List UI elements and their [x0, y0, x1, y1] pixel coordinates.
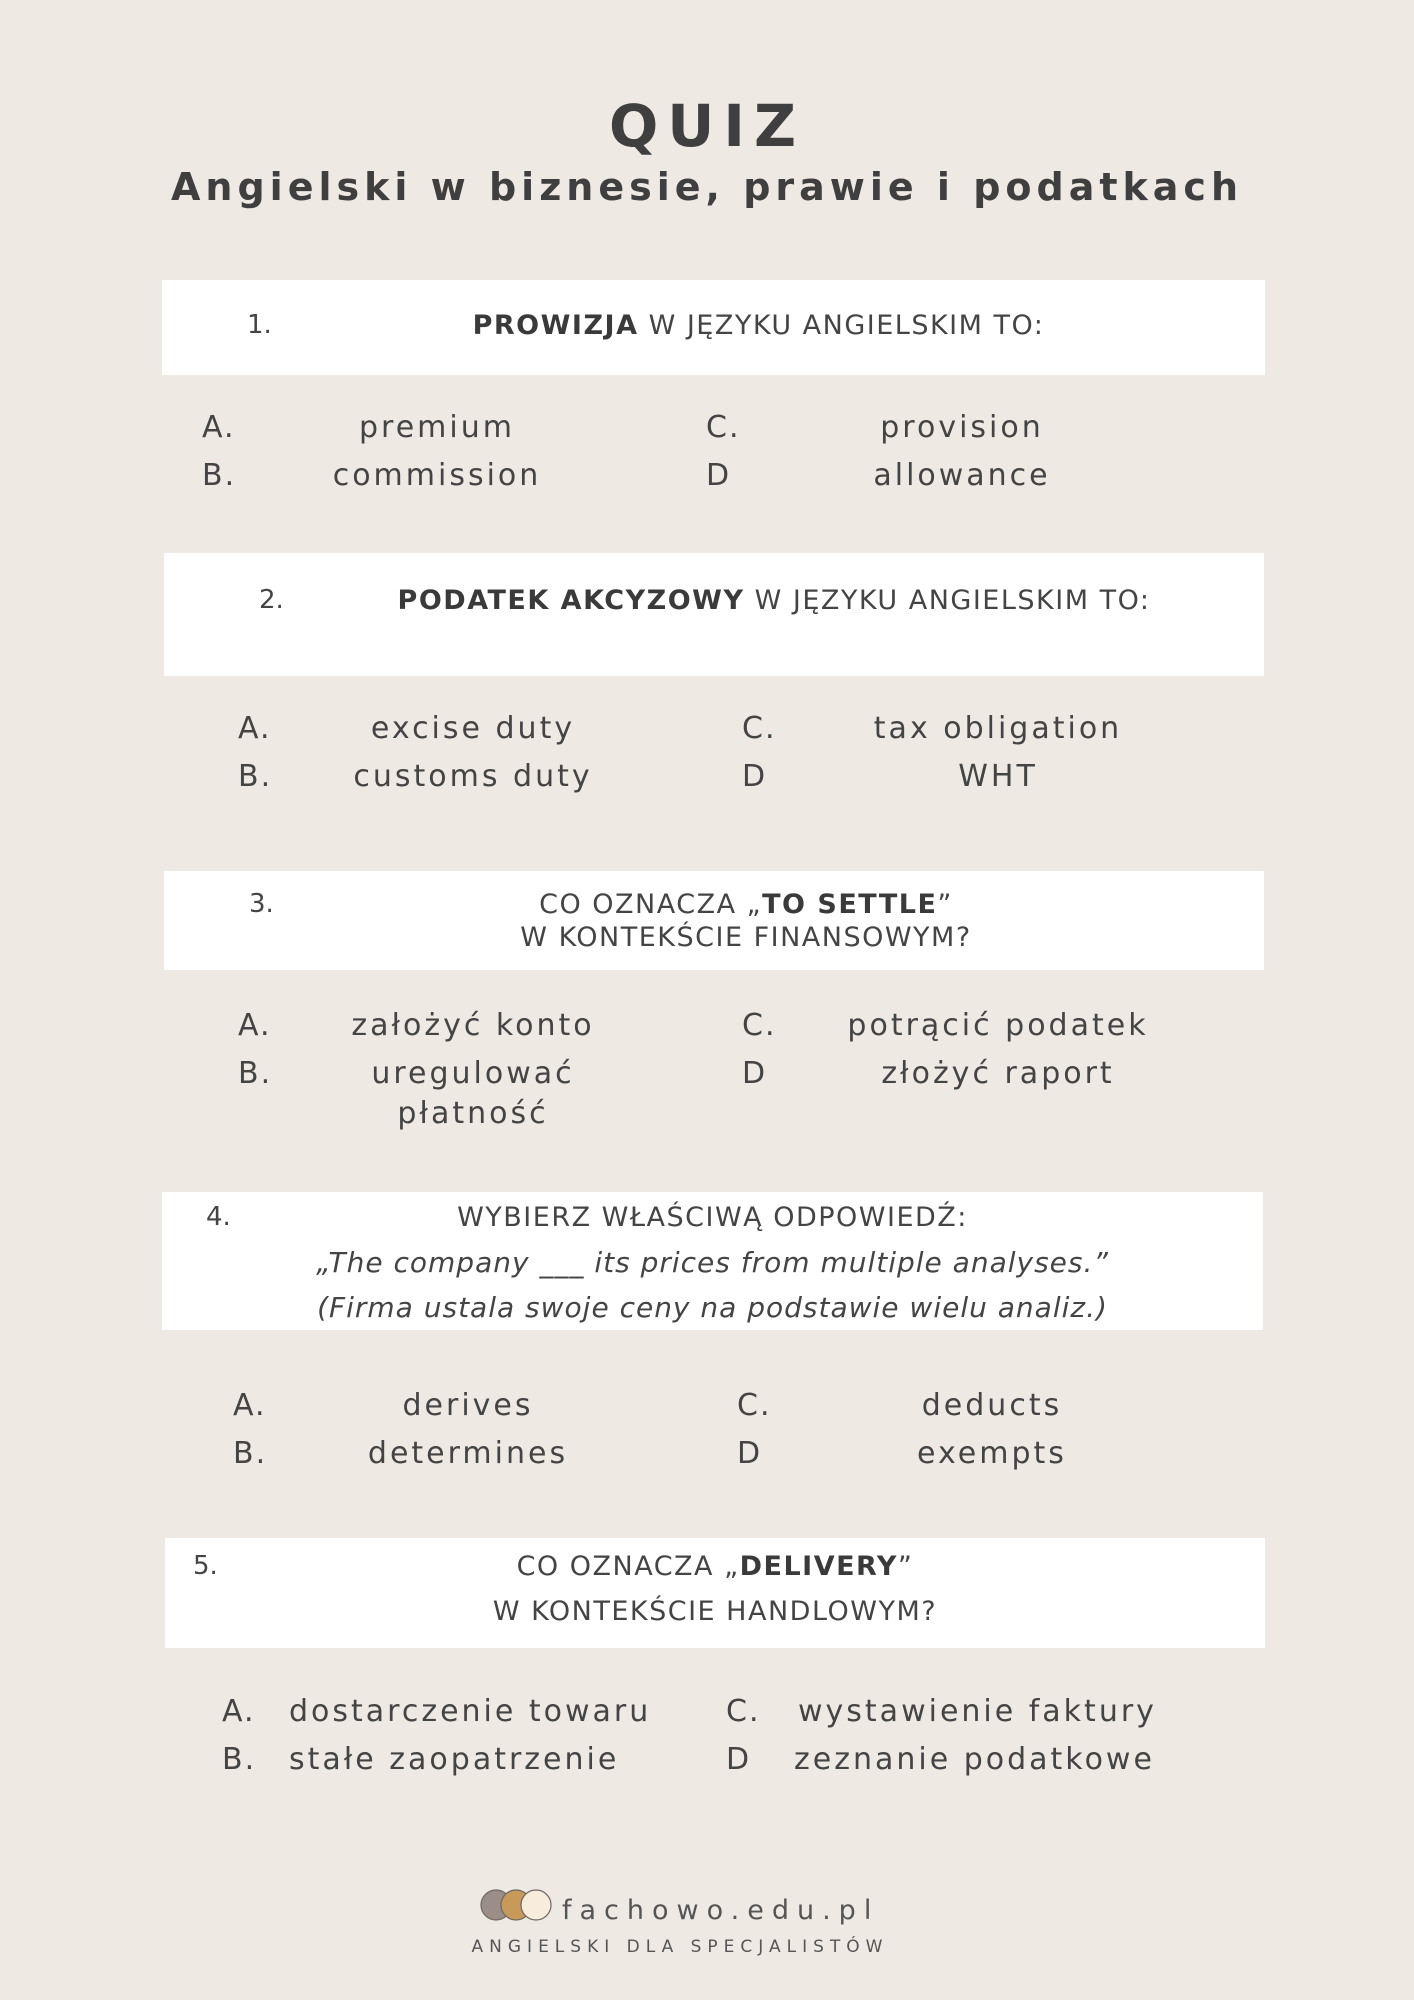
- question-3-box: [164, 871, 1264, 970]
- answer-a-label: A.: [202, 410, 236, 445]
- answer-d-label: D: [726, 1742, 752, 1777]
- answer-b[interactable]: stałe zaopatrzenie: [289, 1742, 620, 1777]
- answer-d-label: D: [706, 458, 732, 493]
- answer-d-label: D: [742, 759, 768, 794]
- answer-b-label: B.: [233, 1436, 268, 1471]
- question-text: PROWIZJA W JĘZYKU ANGIELSKIM TO:: [472, 310, 1045, 341]
- question-number: 5.: [193, 1551, 218, 1581]
- question-text-line-2: W KONTEKŚCIE FINANSOWYM?: [520, 922, 972, 953]
- answer-b-label: B.: [222, 1742, 257, 1777]
- answer-d-label: D: [737, 1436, 763, 1471]
- answer-a-label: A.: [233, 1388, 267, 1423]
- answer-d[interactable]: allowance: [873, 458, 1051, 493]
- fachowo-logo-icon: [478, 1887, 558, 1923]
- answer-a[interactable]: dostarczenie towaru: [289, 1694, 652, 1729]
- answer-a-label: A.: [238, 711, 272, 746]
- question-text: PODATEK AKCYZOWY W JĘZYKU ANGIELSKIM TO:: [397, 585, 1151, 616]
- question-text-line-1: CO OZNACZA „TO SETTLE”: [539, 889, 953, 920]
- answer-b-line-2[interactable]: płatność: [397, 1096, 549, 1131]
- answer-d[interactable]: złożyć raport: [881, 1056, 1115, 1091]
- quiz-subtitle: Angielski w biznesie, prawie i podatkach: [171, 165, 1243, 209]
- question-text-line-2: W KONTEKŚCIE HANDLOWYM?: [492, 1596, 938, 1627]
- answer-d[interactable]: exempts: [917, 1436, 1067, 1471]
- answer-b[interactable]: determines: [367, 1436, 569, 1471]
- answer-b-label: B.: [238, 759, 273, 794]
- answer-c[interactable]: tax obligation: [873, 711, 1123, 746]
- answer-d[interactable]: WHT: [958, 759, 1038, 794]
- answer-b[interactable]: commission: [332, 458, 542, 493]
- question-sentence: „The company ___ its prices from multiple analyses.”: [316, 1246, 1109, 1279]
- answer-a[interactable]: premium: [359, 410, 515, 445]
- answer-c-label: C.: [726, 1694, 761, 1729]
- question-5-box: [165, 1538, 1265, 1648]
- answer-c[interactable]: wystawienie faktury: [798, 1694, 1157, 1729]
- answer-c[interactable]: provision: [880, 410, 1044, 445]
- question-number: 3.: [249, 889, 274, 919]
- answer-b[interactable]: customs duty: [353, 759, 593, 794]
- site-name[interactable]: fachowo.edu.pl: [562, 1895, 880, 1926]
- answer-a[interactable]: założyć konto: [351, 1008, 595, 1043]
- question-translation: (Firma ustala swoje ceny na podstawie wielu analiz.): [317, 1291, 1108, 1324]
- question-1-box: [162, 280, 1265, 375]
- question-number: 4.: [206, 1202, 231, 1232]
- question-number: 1.: [247, 310, 272, 340]
- question-text-line-1: CO OZNACZA „DELIVERY”: [516, 1551, 914, 1582]
- answer-c-label: C.: [742, 711, 777, 746]
- answer-c[interactable]: potrącić podatek: [847, 1008, 1149, 1043]
- answer-b-label: B.: [202, 458, 237, 493]
- answer-a[interactable]: derives: [402, 1388, 534, 1423]
- question-4-box: [162, 1192, 1263, 1330]
- answer-d-label: D: [742, 1056, 768, 1091]
- question-number: 2.: [259, 585, 284, 615]
- question-2-box: [164, 553, 1264, 676]
- answer-c-label: C.: [706, 410, 741, 445]
- answer-c-label: C.: [737, 1388, 772, 1423]
- answer-a[interactable]: excise duty: [370, 711, 576, 746]
- answer-a-label: A.: [238, 1008, 272, 1043]
- answer-b-line-1[interactable]: uregulować: [371, 1056, 575, 1091]
- answer-d[interactable]: zeznanie podatkowe: [794, 1742, 1155, 1777]
- quiz-title: QUIZ: [608, 92, 806, 160]
- answer-b-label: B.: [238, 1056, 273, 1091]
- answer-c-label: C.: [742, 1008, 777, 1043]
- answer-c[interactable]: deducts: [921, 1388, 1063, 1423]
- tagline: ANGIELSKI DLA SPECJALISTÓW: [471, 1937, 889, 1957]
- question-text-line-1: WYBIERZ WŁAŚCIWĄ ODPOWIEDŹ:: [457, 1202, 968, 1233]
- answer-a-label: A.: [222, 1694, 256, 1729]
